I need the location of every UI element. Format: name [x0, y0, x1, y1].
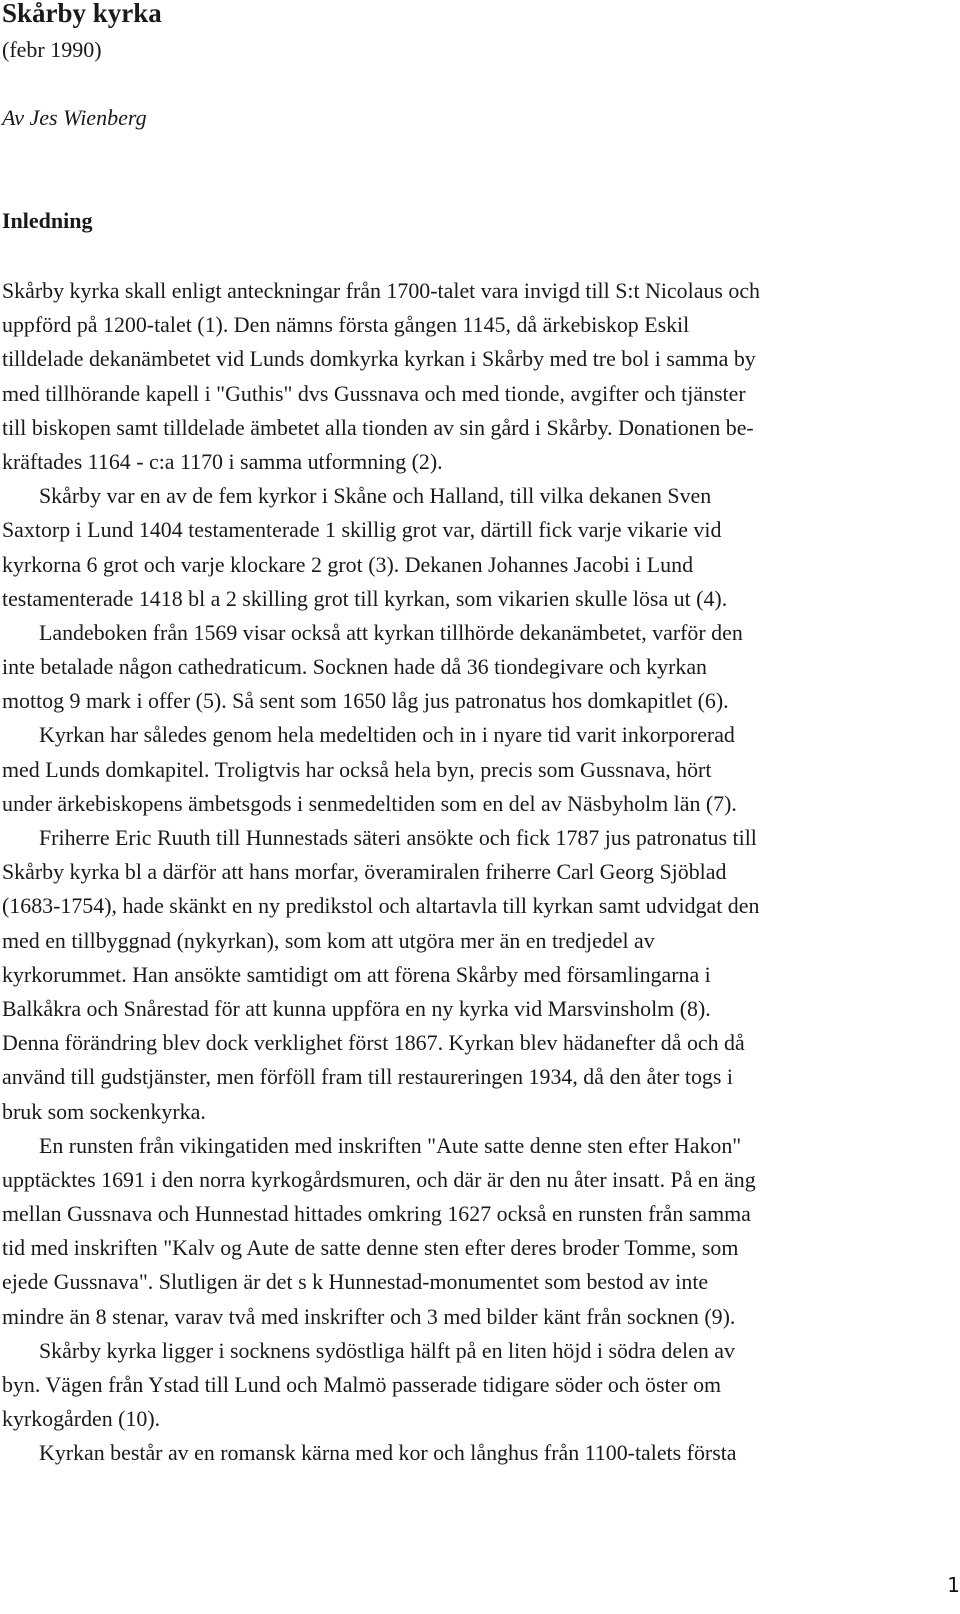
text-line: Skårby var en av de fem kyrkor i Skåne och Halland, till vilka dekanen Sven: [39, 483, 712, 509]
text-line: med Lunds domkapitel. Troligtvis har också hela byn, precis som Gussnava, hört: [2, 756, 712, 782]
text-line: kyrkorna 6 grot och varje klockare 2 grot (3). Dekanen Johannes Jacobi i Lund: [2, 551, 694, 577]
text-line: under ärkebiskopens ämbetsgods i senmedeltiden som en del av Näsbyholm län (7).: [2, 790, 737, 816]
text-line: Kyrkan består av en romansk kärna med kor och långhus från 1100-talets första: [39, 1440, 737, 1466]
text-line: Friherre Eric Ruuth till Hunnestads säteri ansökte och fick 1787 jus patronatus till: [39, 825, 757, 850]
text-line: upptäcktes 1691 i den norra kyrkogårdsmuren, och där är den nu åter insatt. På en äng: [2, 1166, 756, 1192]
text-line: Landeboken från 1569 visar också att kyrkan tillhörde dekanämbetet, varför den: [39, 619, 743, 645]
section-heading: Inledning: [2, 208, 93, 233]
page-number: 1: [947, 1573, 960, 1597]
document-author: Av Jes Wienberg: [2, 105, 147, 130]
text-line: använd till gudstjänster, men förföll fram till restaureringen 1934, då den åter togs i: [2, 1064, 733, 1090]
text-line: Balkåkra och Snårestad för att kunna uppföra en ny kyrka vid Marsvinsholm (8).: [2, 995, 711, 1021]
text-line: kyrkogården (10).: [2, 1406, 161, 1432]
text-line: (1683-1754), hade skänkt en ny predikstol och altartavla till kyrkan samt udvidgat den: [2, 893, 760, 919]
text-line: kyrkorummet. Han ansökte samtidigt om att förena Skårby med församlingarna i: [2, 961, 711, 987]
text-line: inte betalade någon cathedraticum. Socknen hade då 36 tiondegivare och kyrkan: [2, 654, 707, 680]
text-line: med tillhörande kapell i "Guthis" dvs Gussnava och med tionde, avgifter och tjänster: [2, 380, 746, 406]
text-line: Denna förändring blev dock verklighet först 1867. Kyrkan blev hädanefter då och då: [2, 1030, 745, 1056]
text-line: mindre än 8 stenar, varav två med inskrifter och 3 med bilder känt från socknen (9).: [2, 1303, 736, 1329]
text-line: testamenterade 1418 bl a 2 skilling grot till kyrkan, som vikarien skulle lösa ut (4).: [2, 585, 728, 611]
text-line: Kyrkan har således genom hela medeltiden och in i nyare tid varit inkorporerad: [39, 722, 735, 748]
text-line: ejede Gussnava". Slutligen är det s k Hunnestad-monumentet som bestod av inte: [2, 1269, 709, 1295]
text-line: tilldelade dekanämbetet vid Lunds domkyrka kyrkan i Skårby med tre bol i samma by: [2, 346, 756, 372]
text-line: Skårby kyrka ligger i socknens sydöstliga hälft på en liten höjd i södra delen av: [39, 1337, 735, 1363]
text-line: uppförd på 1200-talet (1). Den nämns första gången 1145, då ärkebiskop Eskil: [2, 312, 690, 338]
text-line: mottog 9 mark i offer (5). Så sent som 1650 låg jus patronatus hos domkapitlet (6).: [2, 688, 729, 714]
text-line: Saxtorp i Lund 1404 testamenterade 1 skillig grot var, därtill fick varje vikarie vid: [2, 517, 722, 543]
text-line: med en tillbyggnad (nykyrkan), som kom att utgöra mer än en tredjedel av: [2, 927, 655, 953]
text-line: Skårby kyrka skall enligt anteckningar från 1700-talet vara invigd till S:t Nicolaus och: [2, 278, 761, 303]
text-line: byn. Vägen från Ystad till Lund och Malmö passerade tidigare söder och öster om: [2, 1372, 722, 1397]
text-line: En runsten från vikingatiden med inskriften "Aute satte denne sten efter Hakon": [39, 1132, 742, 1158]
text-line: tid med inskriften "Kalv og Aute de satte denne sten efter deres broder Tomme, som: [2, 1235, 739, 1261]
document-title: Skårby kyrka: [2, 0, 162, 28]
document-date: (febr 1990): [2, 37, 102, 62]
text-line: Skårby kyrka bl a därför att hans morfar, överamiralen friherre Carl Georg Sjöblad: [2, 859, 727, 885]
text-line: mellan Gussnava och Hunnestad hittades omkring 1627 också en runsten från samma: [2, 1201, 751, 1227]
body-text: [2, 274, 942, 1471]
text-line: bruk som sockenkyrka.: [2, 1098, 206, 1124]
text-line: kräftades 1164 - c:a 1170 i samma utformning (2).: [2, 448, 443, 474]
text-line: till biskopen samt tilldelade ämbetet alla tionden av sin gård i Skårby. Donationen be-: [2, 414, 754, 440]
